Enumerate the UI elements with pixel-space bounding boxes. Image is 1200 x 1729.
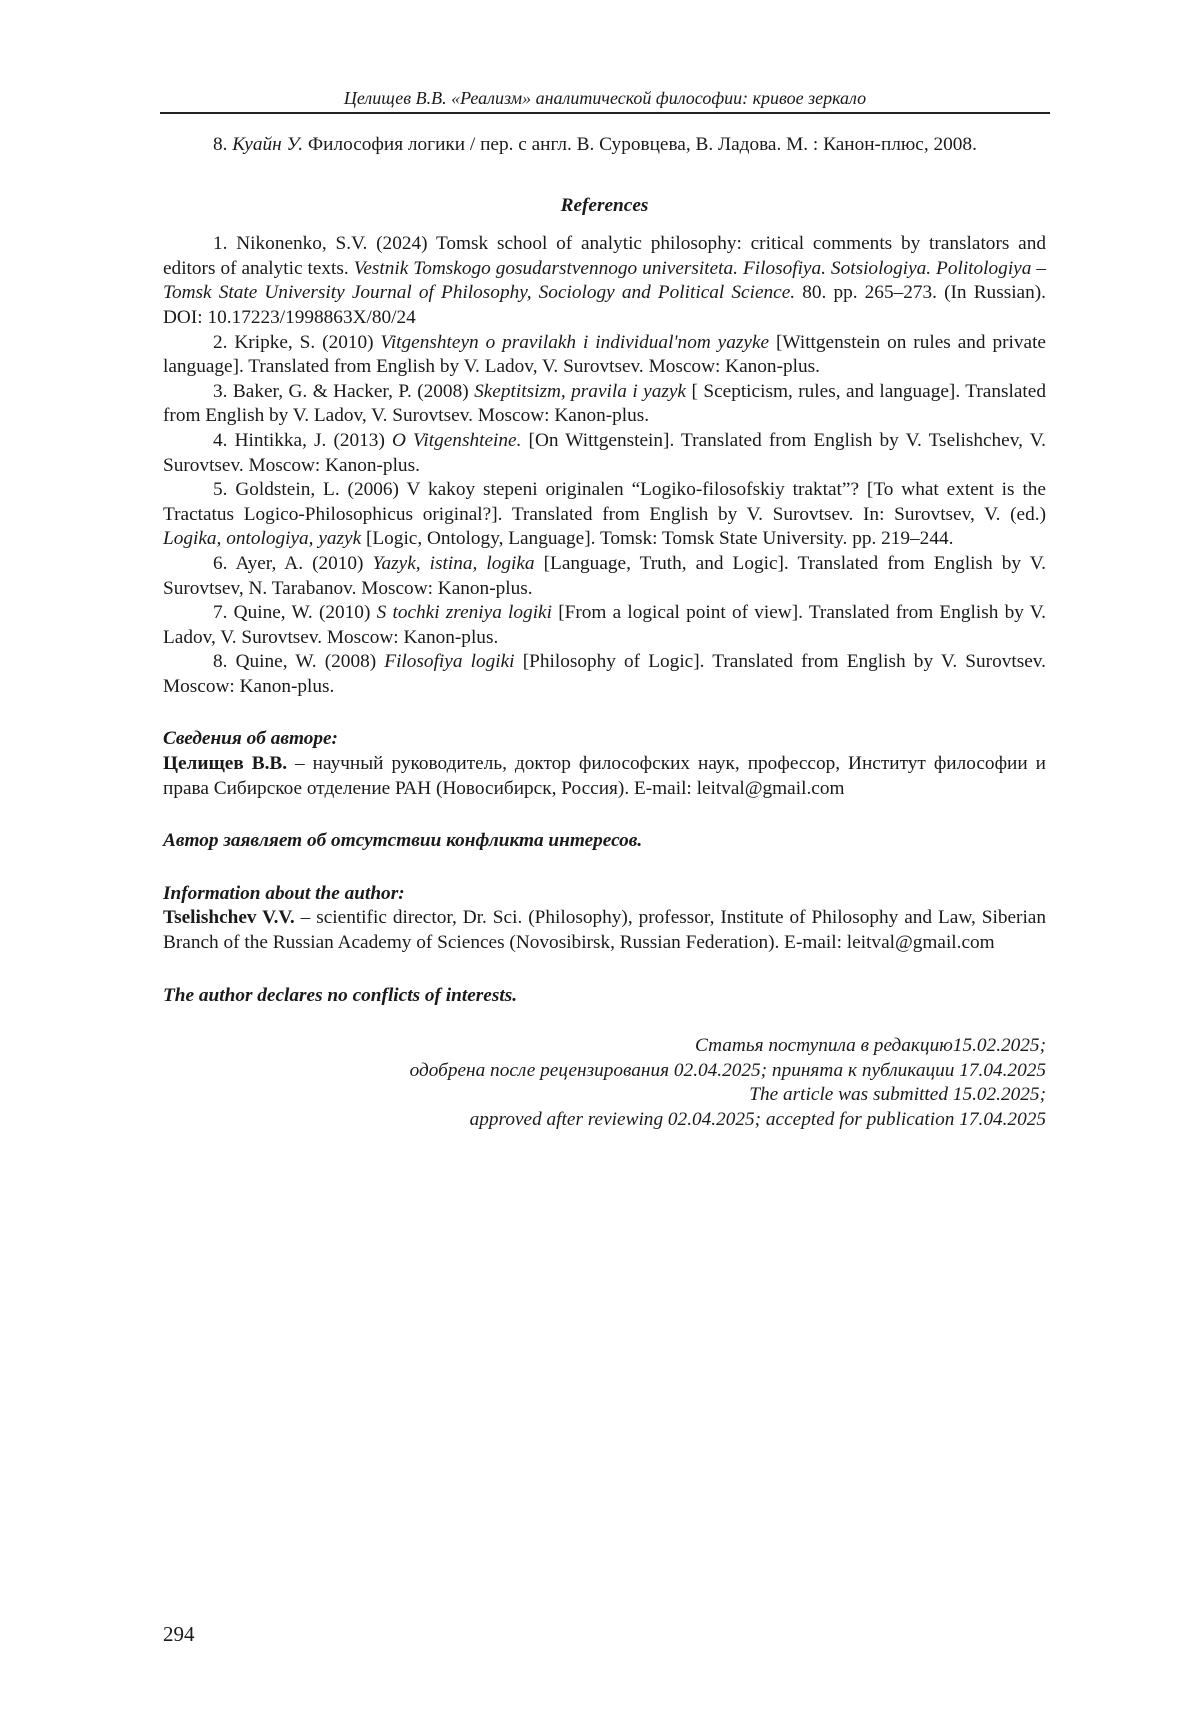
- submission-dates: [163, 1034, 1046, 1132]
- ru-ref8-num: 8.: [213, 134, 228, 155]
- header-rule: [160, 112, 1050, 114]
- ru-ref8-author: Куайн У.: [232, 134, 304, 155]
- author-name-ru: Целищев В.В.: [163, 753, 288, 775]
- author-info-en-heading: Information about the author:: [163, 882, 405, 904]
- reference-item: 3. Baker, G. & Hacker, P. (2008) Skeptitsizm, pravila i yazyk [ Scepticism, rules, and language]. Translated from English by V. Ladov, V. Surovtsev. Moscow: Kanon-plus.: [163, 380, 1046, 427]
- author-info-en-text: Tselishchev V.V. – scientific director, Dr. Sci. (Philosophy), professor, Institute of Philosophy and Law, Siberian Branch of the Russian Academy of Sciences (Novosibirsk, Russian Federation). E-mail: leitval@gmail.com: [163, 907, 1047, 954]
- conflict-statement-en: The author declares no conflicts of interests.: [163, 984, 518, 1006]
- page-body: [163, 133, 1046, 1133]
- date-line: одобрена после рецензирования 02.04.2025; принята к публикации 17.04.2025: [409, 1059, 1046, 1081]
- author-info-ru: [163, 727, 1046, 801]
- reference-item: 5. Goldstein, L. (2006) V kakoy stepeni originalen “Logiko-filosofskiy traktat”? [To what extent is the Tractatus Logico-Philosophicus original?]. Translated from English by V. Surovtsev. In: Surovtsev, V. (ed.) Logika, ontologiya, yazyk [Logic, Ontology, Language]. Tomsk: Tomsk State University. pp. 219–244.: [163, 479, 1046, 550]
- conflict-statement-ru: Автор заявляет об отсутствии конфликта интересов.: [163, 830, 643, 852]
- reference-item: 8. Quine, W. (2008) Filosofiya logiki [Philosophy of Logic]. Translated from English by V. Surovtsev. Moscow: Kanon-plus.: [163, 651, 1046, 697]
- author-name-en: Tselishchev V.V.: [163, 907, 295, 929]
- author-info-ru-text: Целищев В.В. – научный руководитель, доктор философских наук, профессор, Институт философии и права Сибирское отделение РАН (Новосибирск, Россия). E-mail: leitval@gmail.com: [163, 753, 1046, 799]
- references-list: [163, 232, 1046, 699]
- page-number: 294: [163, 1622, 195, 1646]
- ru-ref8-rest: Философия логики / пер. с англ. В. Суровцева, В. Ладова. М. : Канон-плюс, 2008.: [303, 134, 977, 155]
- reference-item: 1. Nikonenko, S.V. (2024) Tomsk school of analytic philosophy: critical comments by translators and editors of analytic texts. Vestnik Tomskogo gosudarstvennogo universiteta. Filosofiya. Sotsiologiya. Politologiya – Tomsk State University Journal of Philosophy, Sociology and Political Science. 80. pp. 265–273. (In Russian). DOI: 10.17223/1998863X/80/24: [163, 233, 1046, 328]
- ru-reference-8: [163, 133, 1046, 158]
- reference-item: 6. Ayer, A. (2010) Yazyk, istina, logika [Language, Truth, and Logic]. Translated from English by V. Surovtsev, N. Tarabanov. Moscow: Kanon-plus.: [163, 552, 1046, 599]
- references-heading: References: [560, 194, 649, 216]
- reference-item: 2. Kripke, S. (2010) Vitgenshteyn o pravilakh i individual'nom yazyke [Wittgenstein on rules and private language]. Translated from English by V. Ladov, V. Surovtsev. Moscow: Kanon-plus.: [163, 331, 1046, 378]
- reference-item: 7. Quine, W. (2010) S tochki zreniya logiki [From a logical point of view]. Translated from English by V. Ladov, V. Surovtsev. Moscow: Kanon-plus.: [163, 602, 1046, 648]
- running-header: Целищев В.В. «Реализм» аналитической философии: кривое зеркало: [343, 88, 867, 108]
- author-info-ru-heading: Сведения об авторе:: [163, 728, 338, 750]
- date-line: The article was submitted 15.02.2025;: [749, 1084, 1046, 1106]
- author-info-en: [163, 882, 1046, 956]
- date-line: approved after reviewing 02.04.2025; accepted for publication 17.04.2025: [469, 1109, 1046, 1130]
- reference-item: 4. Hintikka, J. (2013) O Vitgenshteine. [On Wittgenstein]. Translated from English by V. Tselishchev, V. Surovtsev. Moscow: Kanon-plus.: [163, 429, 1046, 476]
- date-line: Статья поступила в редакцию15.02.2025;: [694, 1035, 1046, 1057]
